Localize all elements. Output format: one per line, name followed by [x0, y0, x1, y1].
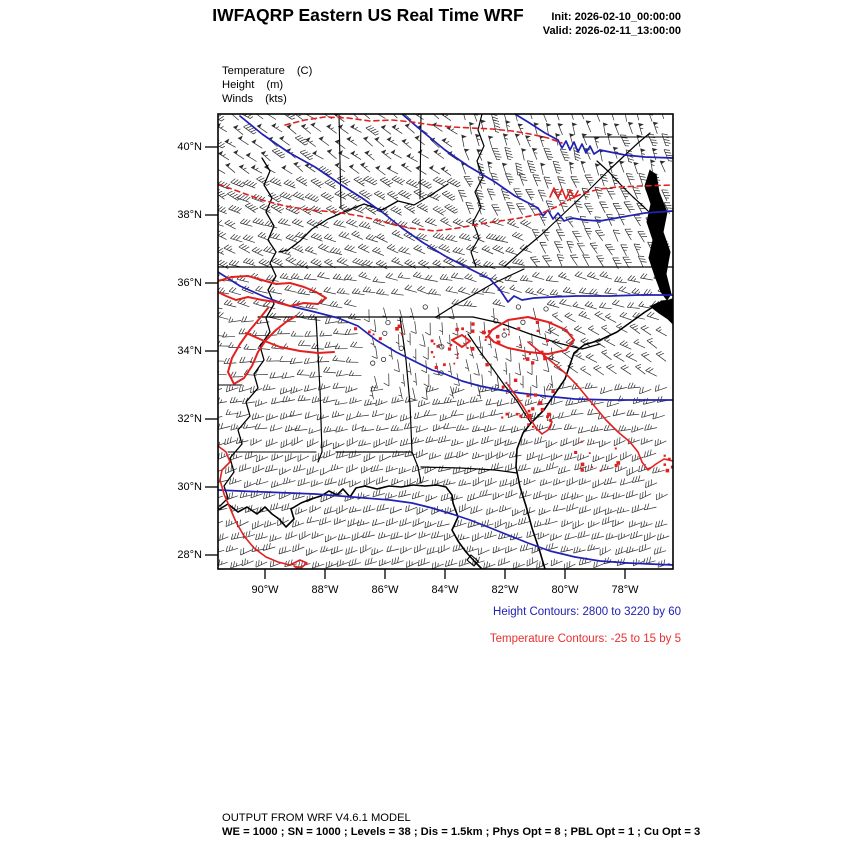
- lon-tick-label: 88°W: [311, 584, 339, 596]
- valid-time: Valid: 2026-02-11_13:00:00: [542, 24, 681, 37]
- legend-field-unit: (m): [266, 79, 284, 91]
- plot-title: IWFAQRP Eastern US Real Time WRF: [212, 5, 524, 25]
- temperature-contours-layer: [218, 117, 673, 569]
- height-contour-caption: Height Contours: 2800 to 3220 by 60: [493, 606, 681, 618]
- legend-field-name: Height: [222, 79, 255, 91]
- temperature-contour-caption: Temperature Contours: -25 to 15 by 5: [489, 633, 681, 645]
- lon-tick-label: 80°W: [551, 584, 579, 596]
- lat-tick-label: 28°N: [177, 548, 202, 561]
- geography-layer: [218, 114, 673, 569]
- footer-config-line: WE = 1000 ; SN = 1000 ; Levels = 38 ; Dis = 1.5km ; Phys Opt = 8 ; PBL Opt = 1 ; Cu Opt = 3: [222, 826, 701, 838]
- lon-tick-label: 82°W: [491, 584, 519, 596]
- lat-tick-label: 32°N: [177, 412, 202, 425]
- init-time: Init: 2026-02-10_00:00:00: [551, 11, 681, 23]
- legend-field-name: Temperature: [222, 65, 285, 77]
- lat-tick-label: 34°N: [177, 344, 202, 357]
- lat-tick-label: 38°N: [177, 208, 202, 221]
- lon-tick-label: 84°W: [431, 584, 459, 596]
- lon-tick-label: 78°W: [611, 584, 639, 596]
- lat-tick-label: 40°N: [177, 140, 202, 153]
- legend-field-unit: (C): [296, 65, 313, 77]
- map-frame: [218, 114, 673, 569]
- legend-field-unit: (kts): [265, 93, 287, 105]
- lat-tick-label: 30°N: [177, 480, 202, 493]
- lat-tick-label: 36°N: [177, 276, 202, 289]
- lon-tick-label: 86°W: [371, 584, 399, 596]
- legend-field-name: Winds: [222, 93, 254, 105]
- footer-model-line: OUTPUT FROM WRF V4.6.1 MODEL: [222, 812, 411, 824]
- lon-tick-label: 90°W: [251, 584, 279, 596]
